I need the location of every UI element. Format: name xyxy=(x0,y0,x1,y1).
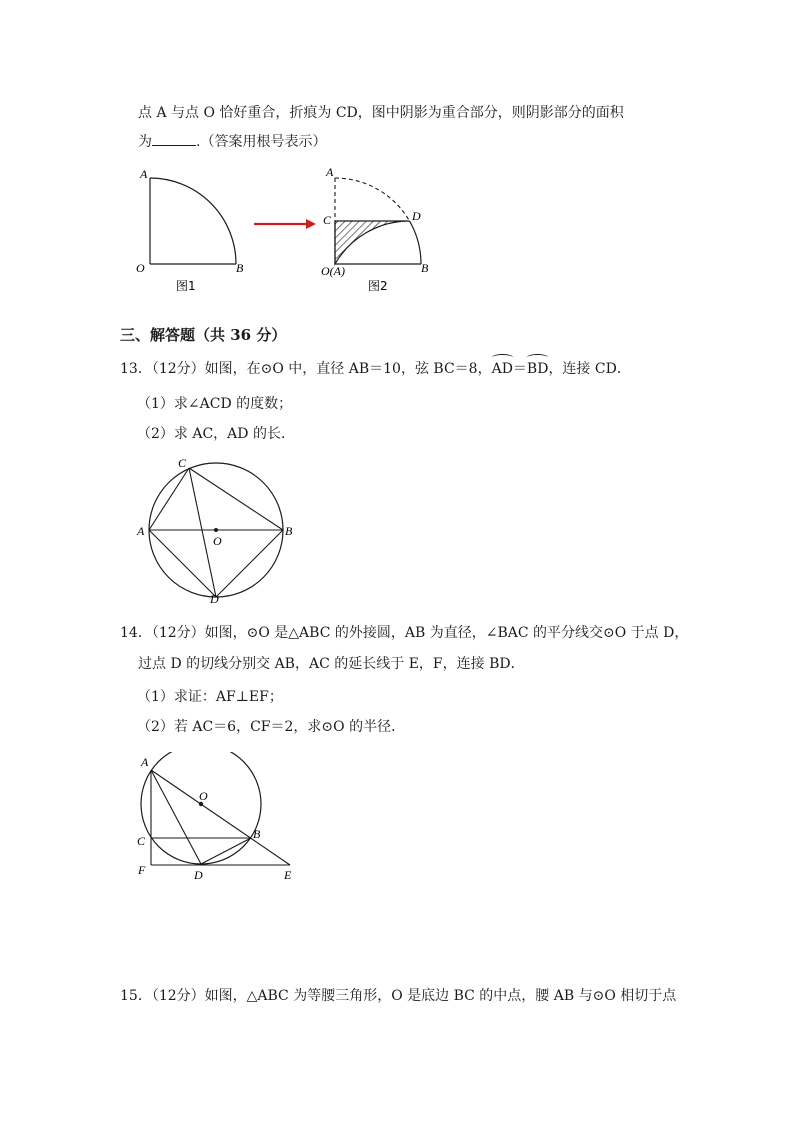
q13-arc-ad: AD xyxy=(491,361,513,377)
fig2-label-oa: O(A) xyxy=(321,264,345,278)
q13-chord-ac xyxy=(149,468,189,530)
q14-line-ad xyxy=(151,770,201,864)
q12-text-line2 xyxy=(138,133,326,151)
q13-eq: ＝ xyxy=(512,361,527,377)
fig1-arc xyxy=(150,178,236,264)
q13-stem-b: ，连接 CD． xyxy=(548,361,631,377)
q14-label-d: D xyxy=(194,868,203,882)
q14-label-e: E xyxy=(284,868,292,882)
fig2-label-b: B xyxy=(421,261,429,275)
q14-label-o: O xyxy=(199,789,208,803)
fig2-arc xyxy=(410,221,422,264)
q14-label-f: F xyxy=(138,863,146,877)
fig2-label-d: D xyxy=(412,209,421,223)
q15-line1: 15．（12分）如图，△ABC 为等腰三角形，O 是底边 BC 的中点，腰 AB 与⊙O 相切于点 xyxy=(120,988,677,1004)
fig1-caption: 图1 xyxy=(176,279,196,293)
q12-figures xyxy=(130,160,450,300)
fig1-label-b: B xyxy=(236,261,244,275)
q14-line2: 过点 D 的切线分别交 AB，AC 的延长线于 E，F，连接 BD． xyxy=(138,656,525,672)
fig2-shaded-region xyxy=(335,221,410,264)
q12-answer-blank[interactable] xyxy=(152,133,196,146)
fig2-label-c: C xyxy=(323,213,332,227)
fig2-dashed-arc xyxy=(335,178,410,221)
q13-figure xyxy=(134,454,302,604)
q13-chord-cd xyxy=(189,468,216,597)
fig1-label-a: A xyxy=(140,167,148,181)
q12-text-line1: 点 A 与点 O 恰好重合，折痕为 CD，图中阴影为重合部分，则阴影部分的面积 xyxy=(138,105,624,121)
q13-part2: （2）求 AC，AD 的长． xyxy=(137,426,295,442)
q13-chord-bd xyxy=(216,530,283,597)
q13-part1: （1）求∠ACD 的度数； xyxy=(137,396,293,412)
arrow-icon xyxy=(254,219,316,229)
q14-label-b: B xyxy=(253,827,261,841)
q14-part2: （2）若 AC＝6，CF＝2，求⊙O 的半径． xyxy=(137,719,406,735)
q12-fig1 xyxy=(136,167,244,293)
section-title: 三、解答题（共 36 分） xyxy=(120,326,287,344)
q14-label-c: C xyxy=(137,834,146,848)
q13-label-b: B xyxy=(285,524,293,538)
fig2-label-a: A xyxy=(326,165,334,179)
q12-line2-prefix: 为 xyxy=(138,134,152,150)
q13-stem-a: 13．（12分）如图，在⊙O 中，直径 AB＝10，弦 BC＝8， xyxy=(120,361,492,377)
q13-chord-bc xyxy=(189,468,283,530)
q14-line-ae xyxy=(151,770,290,865)
q14-label-a: A xyxy=(141,755,149,769)
q14-part1: （1）求证：AF⊥EF； xyxy=(137,689,283,705)
q14-line-bd xyxy=(201,838,251,864)
q13-arc-bd: BD xyxy=(526,361,549,377)
q12-fig2 xyxy=(321,165,429,293)
q13-center-dot xyxy=(214,528,218,532)
q14-line1: 14．（12分）如图，⊙O 是△ABC 的外接圆，AB 为直径，∠BAC 的平分线交⊙O 于点 D， xyxy=(120,625,689,641)
q13-stem xyxy=(120,360,631,378)
q13-label-a: A xyxy=(137,524,145,538)
q13-label-c: C xyxy=(178,456,187,470)
fig2-caption: 图2 xyxy=(368,279,388,293)
fig1-label-o: O xyxy=(136,261,145,275)
q14-figure xyxy=(132,752,302,884)
q13-chord-ad xyxy=(149,530,216,597)
q14-circle xyxy=(141,752,261,864)
q13-label-o: O xyxy=(213,534,222,548)
q13-label-d: D xyxy=(210,592,219,604)
q12-line2-suffix: .（答案用根号表示） xyxy=(196,134,327,150)
